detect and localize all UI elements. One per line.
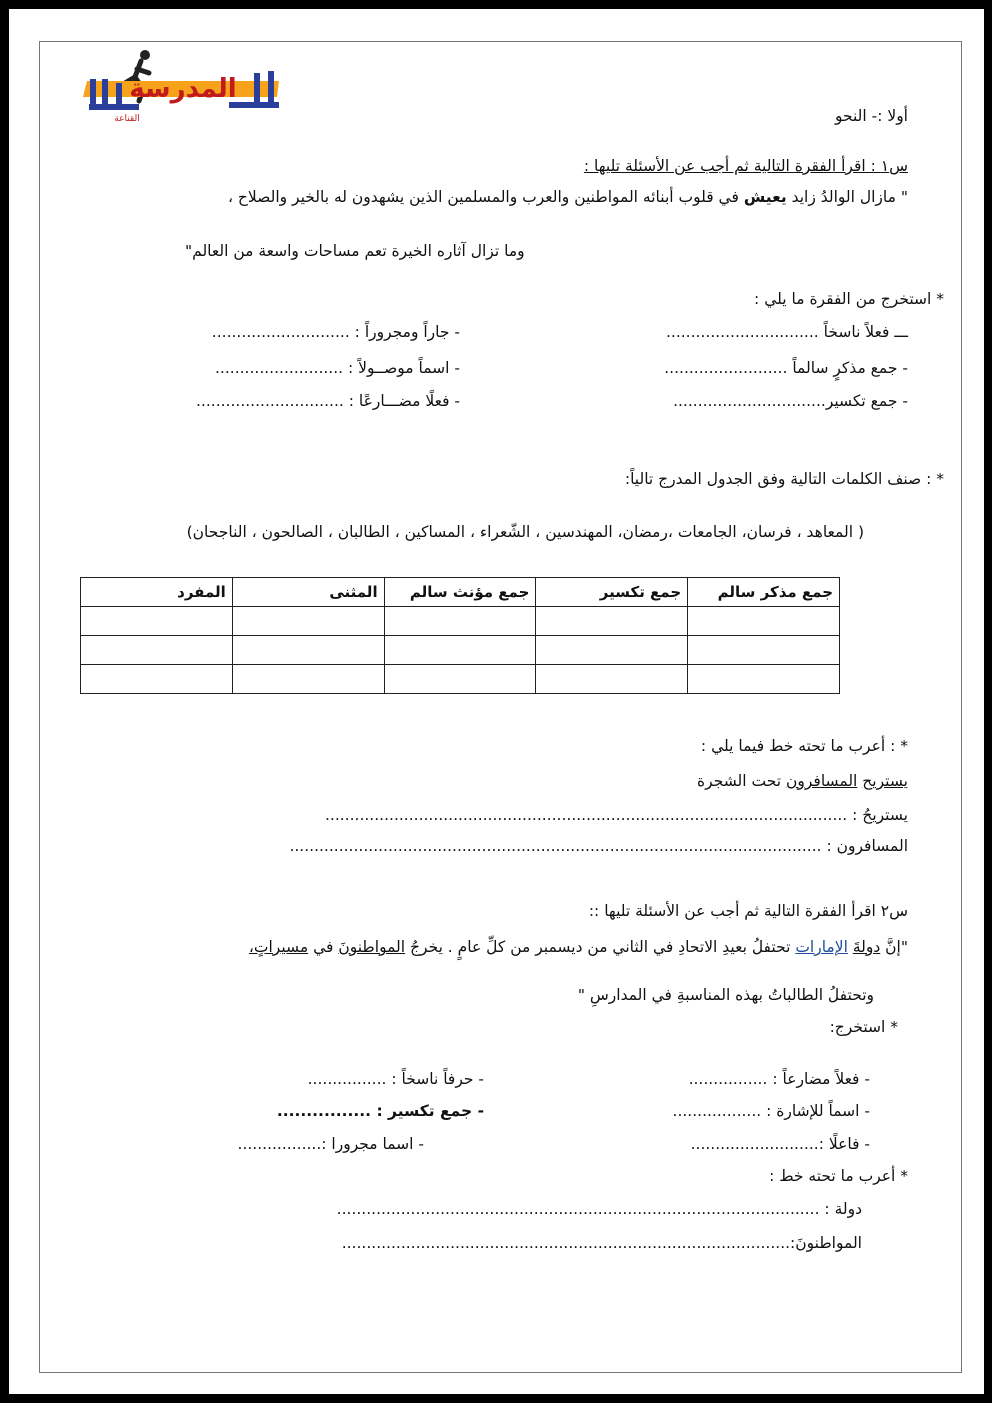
parse1-answer-line[interactable]: يستريحُ : .......................................................................................................... bbox=[324, 806, 908, 824]
extract1-item: ـــ فعلاً ناسخاً ............................... bbox=[665, 323, 908, 341]
parse1-answer-line[interactable]: المسافرون : ............................................................................................................ bbox=[289, 837, 908, 855]
school-logo bbox=[79, 43, 287, 125]
table-cell[interactable] bbox=[81, 607, 233, 636]
table-cell[interactable] bbox=[536, 636, 688, 665]
extract1-item: - جاراً ومجروراً : ............................ bbox=[211, 323, 460, 341]
table-header-cell: المثنى bbox=[232, 578, 384, 607]
parse1-title: * : أعرب ما تحته خط فيما يلي : bbox=[700, 737, 908, 755]
svg-text:المدرسة: المدرسة bbox=[129, 74, 237, 104]
q1-title: س١ : اقرأ الفقرة التالية ثم أجب عن الأسئلة تليها : bbox=[583, 157, 908, 175]
extract1-item: - اسماً موصــولاً : .......................... bbox=[214, 359, 460, 377]
table-cell[interactable] bbox=[384, 607, 536, 636]
parse2-answer-line[interactable]: المواطنونَ:........................................................................................... bbox=[341, 1234, 862, 1252]
extract1-item: - جمع تكسير............................... bbox=[673, 392, 908, 410]
extract1-item: - فعلًا مضـــارعًا : .............................. bbox=[195, 392, 460, 410]
extract2-item: - حرفاً ناسخاً : ................ bbox=[307, 1070, 484, 1088]
table-cell[interactable] bbox=[536, 607, 688, 636]
extract2-item: - فاعلًا :.......................... bbox=[690, 1135, 870, 1153]
q2-paragraph-line1: "إنَّ دولةَ الإمارات تحتفلُ بعيدِ الاتحادِ في الثاني من ديسمبر من كلِّ عامٍ . يخرجُ المواطنونَ في مسيراتٍ، bbox=[248, 938, 908, 956]
extract2-item: - اسماً للإشارة : .................. bbox=[672, 1102, 870, 1120]
table-cell[interactable] bbox=[688, 636, 840, 665]
table-cell[interactable] bbox=[232, 636, 384, 665]
svg-text:القناعة: القناعة bbox=[114, 114, 140, 124]
q1-paragraph-line2: وما تزال آثاره الخيرة تعم مساحات واسعة من العالم" bbox=[185, 242, 525, 260]
table-header-row bbox=[81, 578, 840, 607]
table-header-cell: جمع مؤنث سالم bbox=[384, 578, 536, 607]
worksheet-page bbox=[9, 9, 984, 1394]
parse1-sentence: يستريح المسافرون تحت الشجرة bbox=[697, 772, 908, 790]
table-cell[interactable] bbox=[688, 607, 840, 636]
table-row bbox=[81, 607, 840, 636]
parse2-answer-line[interactable]: دولة : .................................................................................................. bbox=[336, 1200, 862, 1218]
table-cell[interactable] bbox=[232, 665, 384, 694]
table-header-cell: المفرد bbox=[81, 578, 233, 607]
table-header-cell: جمع تكسير bbox=[536, 578, 688, 607]
section-title: أولا :- النحو bbox=[834, 107, 908, 125]
q2-title: س٢ اقرأ الفقرة التالية ثم أجب عن الأسئلة تليها :: bbox=[588, 902, 908, 920]
extract2-title: * استخرج: bbox=[829, 1018, 898, 1036]
extract2-item: - فعلاً مضارعاً : ................ bbox=[688, 1070, 870, 1088]
extract2-item: - اسما مجرورا :................. bbox=[237, 1135, 424, 1153]
extract1-item: - جمع مذكرٍ سالماً ......................... bbox=[664, 359, 908, 377]
parse2-title: * أعرب ما تحته خط : bbox=[769, 1167, 908, 1185]
table-row bbox=[81, 636, 840, 665]
table-cell[interactable] bbox=[81, 665, 233, 694]
table-cell[interactable] bbox=[232, 607, 384, 636]
table-cell[interactable] bbox=[536, 665, 688, 694]
table-cell[interactable] bbox=[384, 665, 536, 694]
classify-words: ( المعاهد ، فرسان، الجامعات ،رمضان، المهندسين ، الشّعراء ، المساكين ، الطالبان ، الصالحون ، الناجحان) bbox=[186, 523, 864, 541]
q2-paragraph-line2: وتحتفلُ الطالباتُ بهذه المناسبةِ في المدارسِ " bbox=[577, 986, 874, 1004]
q1-paragraph-line1: " مازال الوالدُ زايد يعيش في قلوب أبنائه المواطنين والعرب والمسلمين الذين يشهدون له بالخير والصلاح ، bbox=[227, 188, 908, 206]
table-header-cell: جمع مذكر سالم bbox=[688, 578, 840, 607]
table-cell[interactable] bbox=[81, 636, 233, 665]
extract1-title: * استخرج من الفقرة ما يلي : bbox=[754, 290, 944, 308]
table-cell[interactable] bbox=[384, 636, 536, 665]
classification-table bbox=[80, 577, 840, 694]
table-row bbox=[81, 665, 840, 694]
extract2-item: - جمع تكسير : ................ bbox=[276, 1102, 484, 1120]
classify-title: * : صنف الكلمات التالية وفق الجدول المدرج تالياً: bbox=[624, 470, 944, 488]
table-cell[interactable] bbox=[688, 665, 840, 694]
